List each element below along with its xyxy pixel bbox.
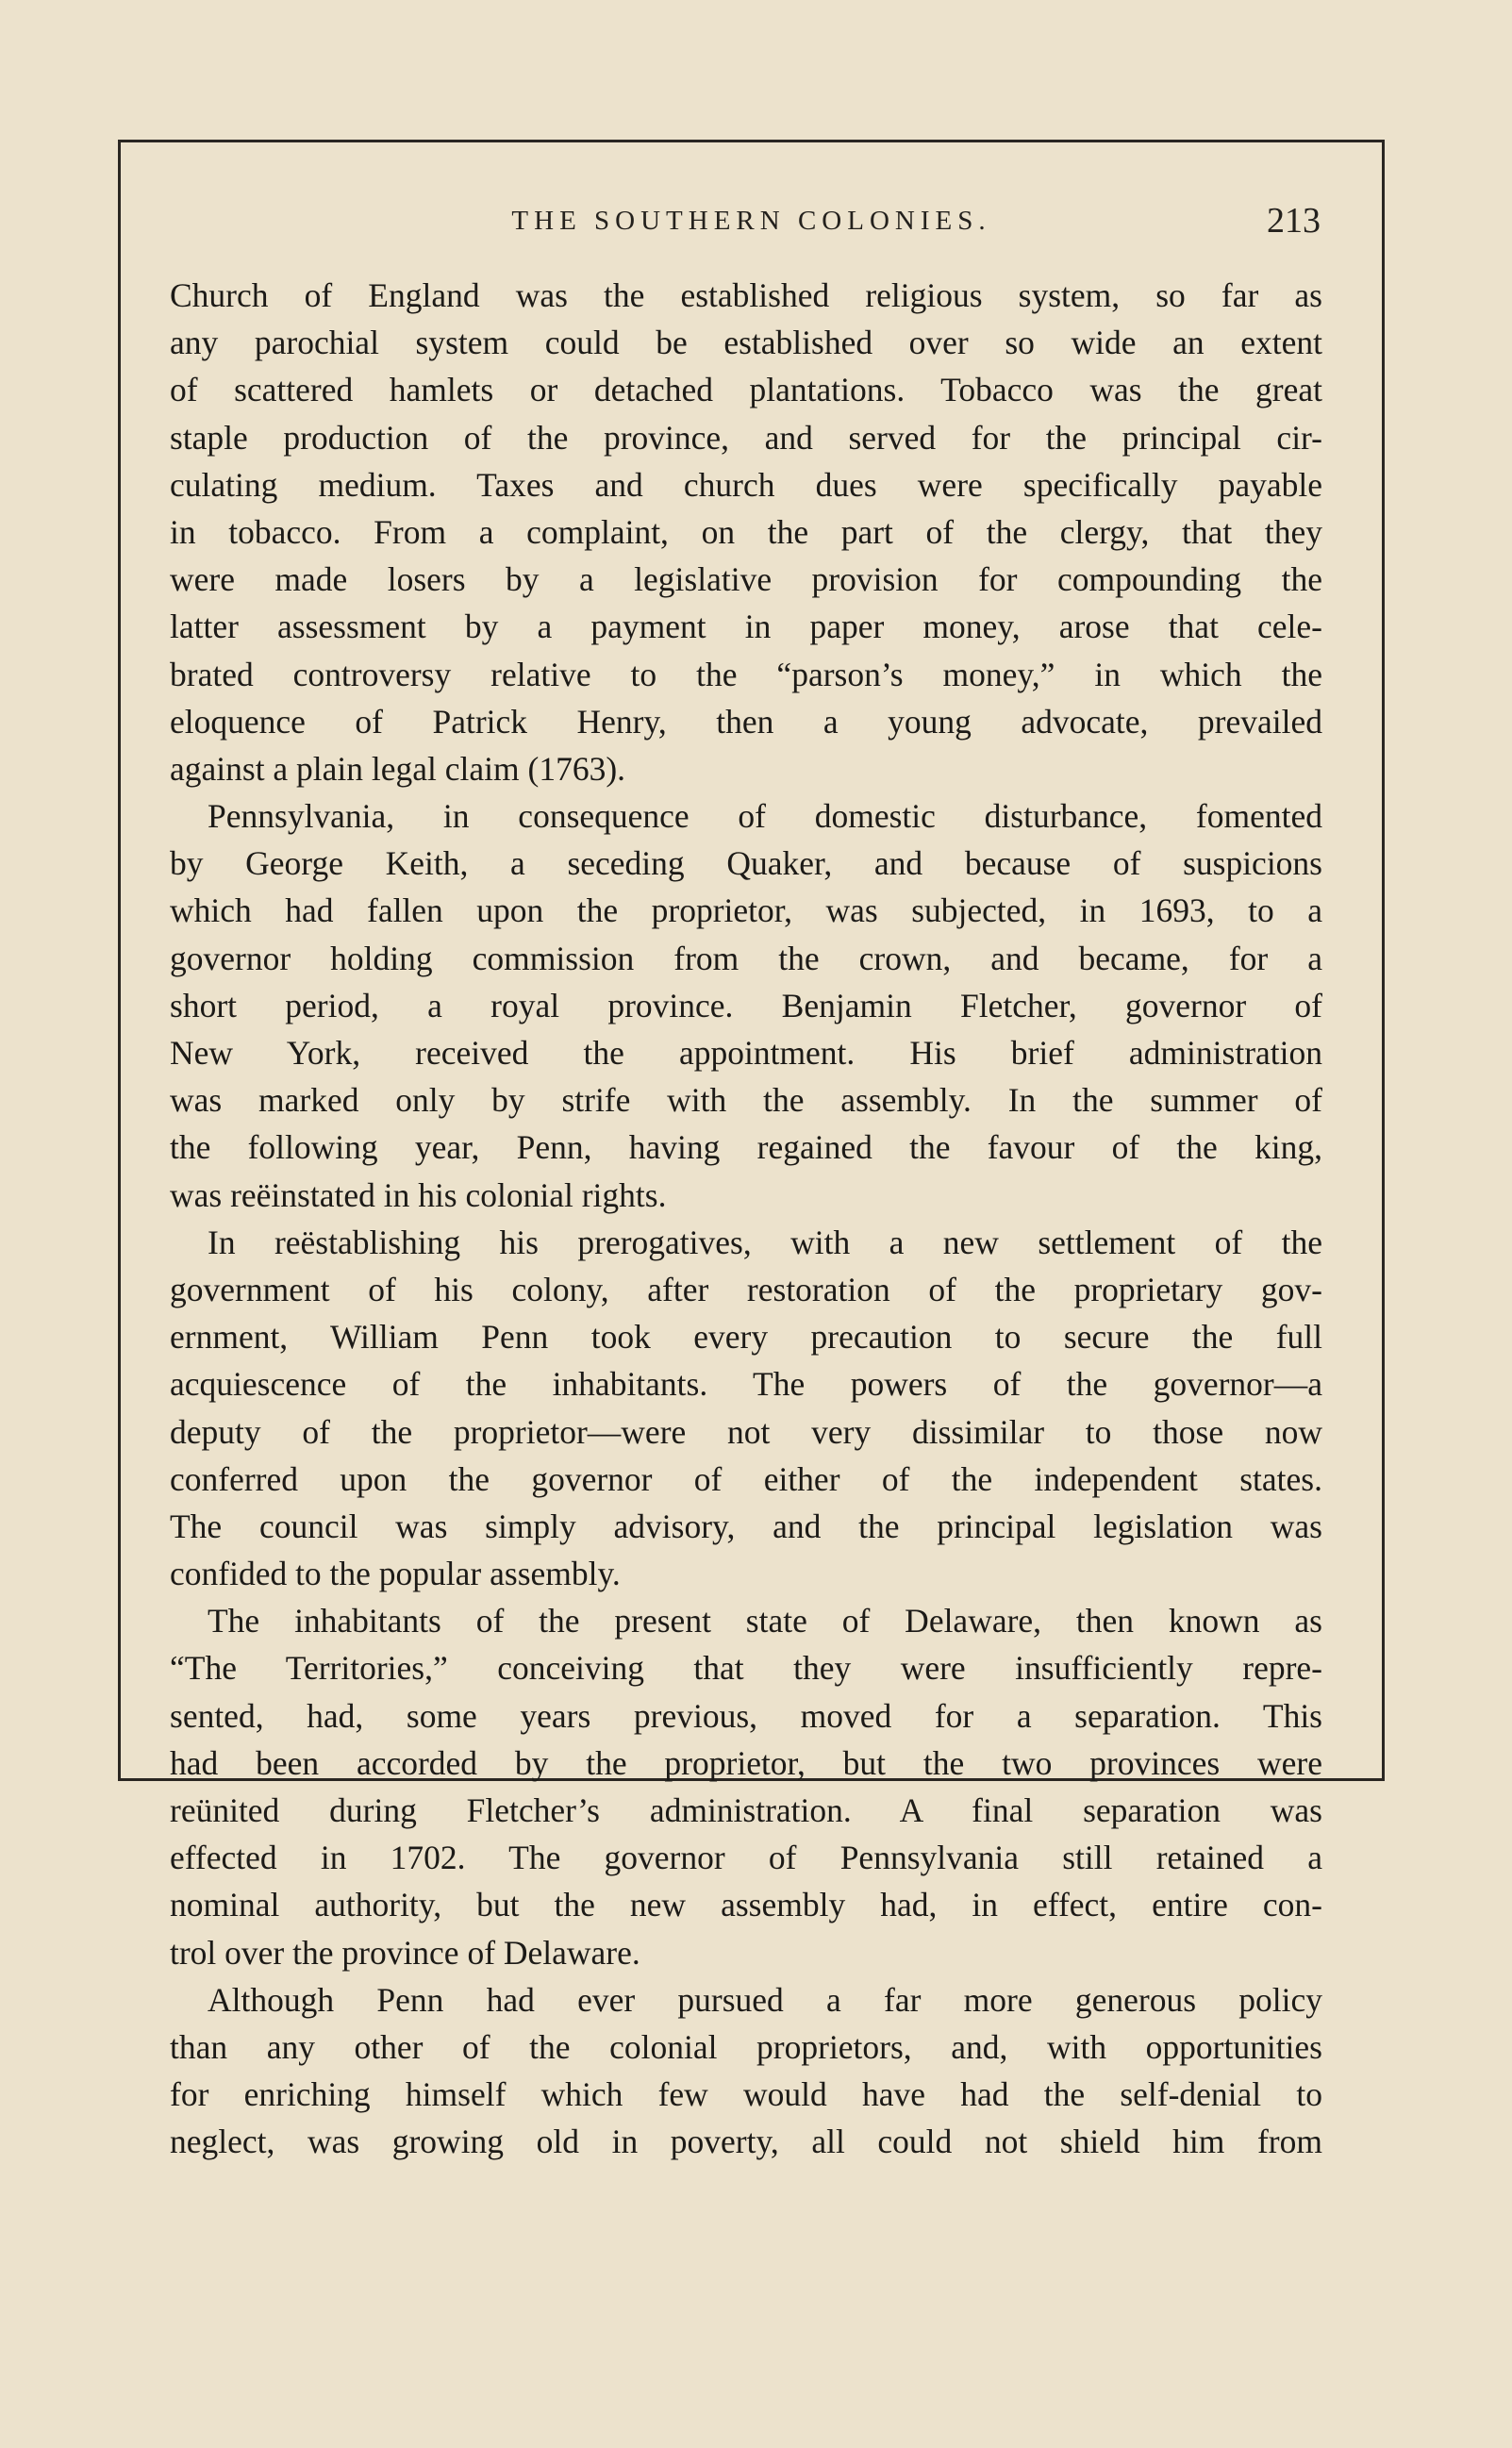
text-line: effected in 1702. The governor of Pennsylvania still retained a (170, 1839, 1322, 1877)
text-line: was marked only by strife with the assembly. In the summer of (170, 1081, 1322, 1120)
running-title: THE SOUTHERN COLONIES. (511, 206, 991, 236)
text-line: Church of England was the established religious system, so far as (170, 276, 1322, 314)
text-line: trol over the province of Delaware. (170, 1933, 640, 1972)
text-line: latter assessment by a payment in paper money, arose that cele- (170, 608, 1322, 646)
text-line: by George Keith, a seceding Quaker, and because of suspicions (170, 844, 1322, 883)
text-line: deputy of the proprietor—were not very dissimilar to those now (170, 1412, 1322, 1451)
text-line: eloquence of Patrick Henry, then a young advocate, prevailed (170, 702, 1322, 741)
text-line: brated controversy relative to the “parson’s money,” in which the (170, 655, 1322, 693)
text-line: were made losers by a legislative provision for compounding the (170, 560, 1322, 599)
text-line: confided to the popular assembly. (170, 1555, 621, 1593)
text-line: sented, had, some years previous, moved for a separation. This (170, 1696, 1322, 1735)
text-line: than any other of the colonial proprietors, and, with opportunities (170, 2027, 1322, 2066)
text-line: had been accorded by the proprietor, but the two provinces were (170, 1743, 1322, 1782)
text-line: reünited during Fletcher’s administration. A final separation was (170, 1791, 1322, 1829)
running-head (118, 200, 1385, 257)
text-line: governor holding commission from the crown, and became, for a (170, 939, 1322, 977)
text-line: government of his colony, after restoration of the proprietary gov- (170, 1270, 1322, 1308)
text-line: neglect, was growing old in poverty, all could not shield him from (170, 2123, 1322, 2161)
text-line: the following year, Penn, having regained the favour of the king, (170, 1128, 1322, 1167)
text-line: culating medium. Taxes and church dues were specifically payable (170, 465, 1322, 504)
body-text (170, 272, 1322, 2166)
text-line: short period, a royal province. Benjamin Fletcher, governor of (170, 986, 1322, 1024)
text-line: which had fallen upon the proprietor, was subjected, in 1693, to a (170, 891, 1322, 930)
text-line: New York, received the appointment. His brief administration (170, 1034, 1322, 1072)
text-line: against a plain legal claim (1763). (170, 749, 626, 788)
text-line: conferred upon the governor of either of the independent states. (170, 1459, 1322, 1498)
text-line: staple production of the province, and served for the principal cir- (170, 418, 1322, 457)
text-line: “The Territories,” conceiving that they were insufficiently repre- (170, 1649, 1322, 1688)
text-line: nominal authority, but the new assembly had, in effect, entire con- (170, 1886, 1322, 1924)
text-line: The council was simply advisory, and the principal legislation was (170, 1507, 1322, 1545)
text-line: in tobacco. From a complaint, on the part of the clergy, that they (170, 512, 1322, 551)
text-line: ernment, William Penn took every precaution to secure the full (170, 1318, 1322, 1357)
text-line: In reëstablishing his prerogatives, with a new settlement of the (208, 1223, 1322, 1261)
text-line: The inhabitants of the present state of Delaware, then known as (208, 1602, 1322, 1640)
text-line: for enriching himself which few would have had the self-denial to (170, 2075, 1322, 2114)
text-line: was reëinstated in his colonial rights. (170, 1175, 667, 1214)
page-number: 213 (1267, 201, 1321, 241)
text-line: any parochial system could be established over so wide an extent (170, 324, 1322, 362)
text-line: acquiescence of the inhabitants. The powers of the governor—a (170, 1365, 1322, 1404)
text-line: of scattered hamlets or detached plantations. Tobacco was the great (170, 371, 1322, 409)
text-line: Although Penn had ever pursued a far more generous policy (208, 1980, 1322, 2019)
text-line: Pennsylvania, in consequence of domestic disturbance, fomented (208, 797, 1322, 836)
